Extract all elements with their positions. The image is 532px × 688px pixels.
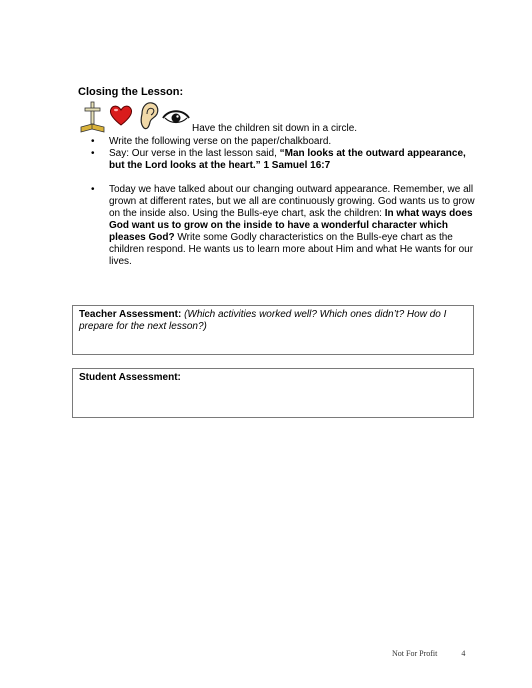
cross-bible-icon (80, 100, 106, 134)
closing-steps (88, 136, 483, 268)
ear-icon (138, 100, 160, 132)
step-text: Today we have talked about our changing outward appearance. Remember, we all grown at different rates, but we all are continuously growing. God wants us to grow on the inside also. Using the Bulls-eye chart, ask the children: (109, 184, 475, 219)
lesson-icons (80, 100, 192, 134)
student-assessment-box[interactable] (72, 368, 474, 418)
step-text: Say: Our verse in the last lesson said, (109, 148, 280, 159)
section-heading: Closing the Lesson: (78, 86, 184, 98)
step-text: Write the following verse on the paper/chalkboard. (109, 136, 332, 147)
footer-text: Not For Profit (392, 649, 438, 658)
intro-text: Have the children sit down in a circle. (192, 123, 358, 134)
list-item (88, 148, 483, 172)
student-assessment-label: Student Assessment: (79, 372, 181, 383)
step-text: Write some Godly characteristics on the Bulls-eye chart as the children respond. He wants us to learn more about Him and what He wants for our lives. (109, 232, 474, 267)
discussion-question: In what ways does God want us to grow on the inside to have a wonderful character which pleases God? (109, 208, 473, 243)
teacher-assessment-prompt: (Which activities worked well? Which ones didn’t? How do I prepare for the next lesson?) (79, 309, 447, 332)
memory-verse: “Man looks at the outward appearance, but the Lord looks at the heart.” 1 Samuel 16:7 (109, 148, 466, 171)
list-item (88, 136, 483, 148)
eye-icon (162, 108, 190, 126)
page-number: 4 (461, 649, 466, 658)
list-item (88, 184, 483, 268)
heart-icon (108, 102, 134, 128)
teacher-assessment-box[interactable] (72, 305, 474, 355)
teacher-assessment-label: Teacher Assessment: (79, 309, 182, 320)
page-footer (392, 649, 465, 658)
